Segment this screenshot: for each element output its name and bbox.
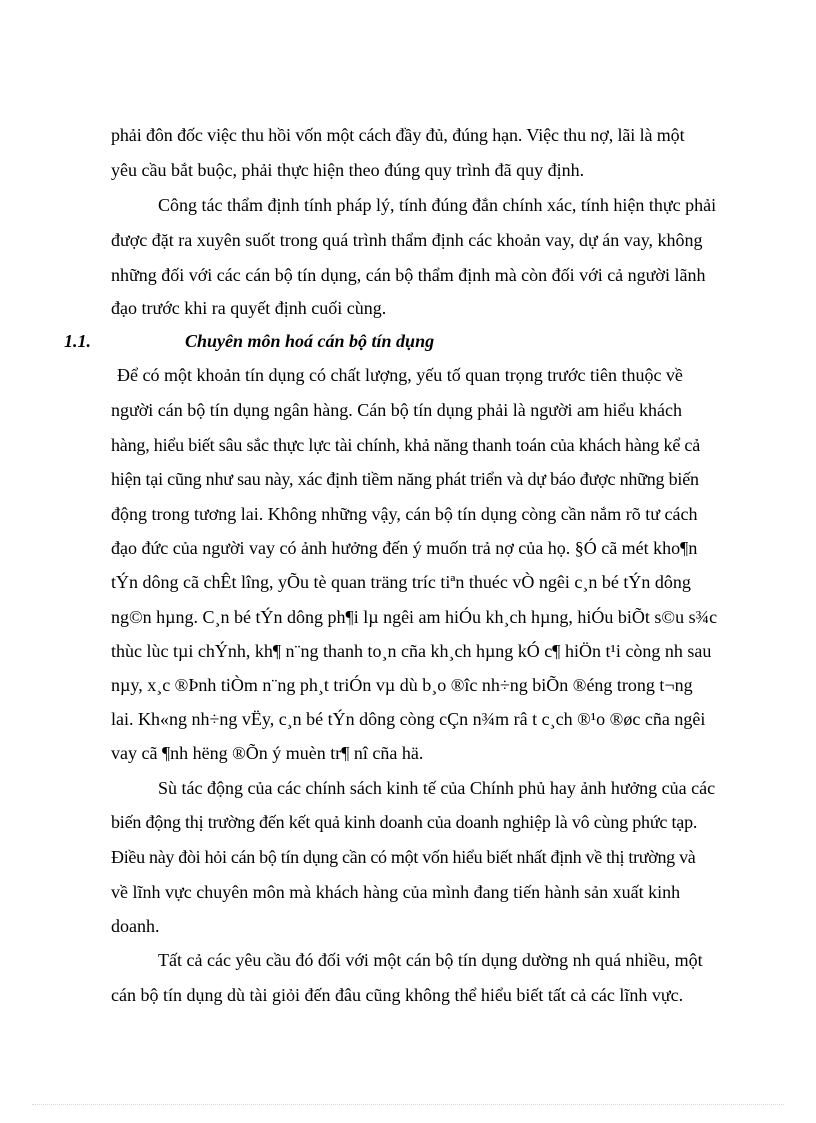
paragraph-line: nµy, x¸c ®Þnh tiÒm n¨ng ph¸t triÓn vµ dù b¸o ®îc nh÷ng biÕn ®éng trong t¬ng [111,675,693,695]
paragraph-line: biến động thị trường đến kết quả kinh doanh của doanh nghiệp là vô cùng phức tạp. [111,812,698,832]
paragraph-line: Sù tác động của các chính sách kinh tế của Chính phủ hay ảnh hưởng của các [158,778,716,798]
section-title: Chuyên môn hoá cán bộ tín dụng [185,331,435,351]
paragraph-line: hàng, hiểu biết sâu sắc thực lực tài chính, khả năng thanh toán của khách hàng kể cả [111,435,700,455]
paragraph-line: Tất cả các yêu cầu đó đối với một cán bộ tín dụng dường nh quá nhiều, một [158,950,703,970]
paragraph-line: doanh. [111,916,160,936]
paragraph-line: phải đôn đốc việc thu hồi vốn một cách đầy đủ, đúng hạn. Việc thu nợ, lãi là một [111,125,685,145]
paragraph-line: lai. Kh«ng nh÷ng vËy, c¸n bé tÝn dông còng cÇn n¾m râ t c¸ch ®¹o ®øc cña ngêi [111,709,706,729]
paragraph-line: động trong tương lai. Không những vậy, cán bộ tín dụng còng cần nắm rõ tư cách [111,504,698,524]
paragraph-line: đạo trước khi ra quyết định cuối cùng. [111,298,387,318]
paragraph-line: người cán bộ tín dụng ngân hàng. Cán bộ tín dụng phải là người am hiểu khách [111,400,682,420]
paragraph-line: Để có một khoản tín dụng có chất lượng, yếu tố quan trọng trước tiên thuộc về [117,365,683,385]
page-bottom-rule [32,1104,784,1105]
paragraph-line: yêu cầu bắt buộc, phải thực hiện theo đúng quy trình đã quy định. [111,160,585,180]
paragraph-line: được đặt ra xuyên suốt trong quá trình thẩm định các khoản vay, dự án vay, không [111,230,703,250]
paragraph-line: hiện tại cũng như sau này, xác định tiềm năng phát triển và dự báo được những biến [111,469,699,489]
section-number: 1.1. [64,331,91,351]
paragraph-line: Công tác thẩm định tính pháp lý, tính đúng đắn chính xác, tính hiện thực phải [158,195,717,215]
paragraph-line: Điều này đòi hỏi cán bộ tín dụng cần có một vốn hiểu biết nhất định về thị trường và [111,847,696,867]
paragraph-line: về lĩnh vực chuyên môn mà khách hàng của mình đang tiến hành sản xuất kinh [111,882,681,902]
paragraph-line: thùc lùc tµi chÝnh, kh¶ n¨ng thanh to¸n cña kh¸ch hµng kÓ c¶ hiÖn t¹i còng nh sau [111,641,712,661]
paragraph-line: tÝn dông cã chÊt lîng, yÕu tè quan träng tríc tiªn thuéc vÒ ngêi c¸n bé tÝn dông [111,572,691,592]
paragraph-line: cán bộ tín dụng dù tài giỏi đến đâu cũng không thể hiểu biết tất cả các lĩnh vực. [111,985,684,1005]
paragraph-line: ng©n hµng. C¸n bé tÝn dông ph¶i lµ ngêi am hiÓu kh¸ch hµng, hiÓu biÕt s©u s¾c [111,607,718,627]
paragraph-line: đạo đức của người vay có ảnh hưởng đến ý muốn trả nợ của họ. §Ó cã mét kho¶n [111,538,698,558]
paragraph-line: vay cã ¶nh hëng ®Õn ý muèn tr¶ nî cña hä. [111,743,424,763]
paragraph-line: những đối với các cán bộ tín dụng, cán bộ thẩm định mà còn đối với cả người lãnh [111,265,706,285]
